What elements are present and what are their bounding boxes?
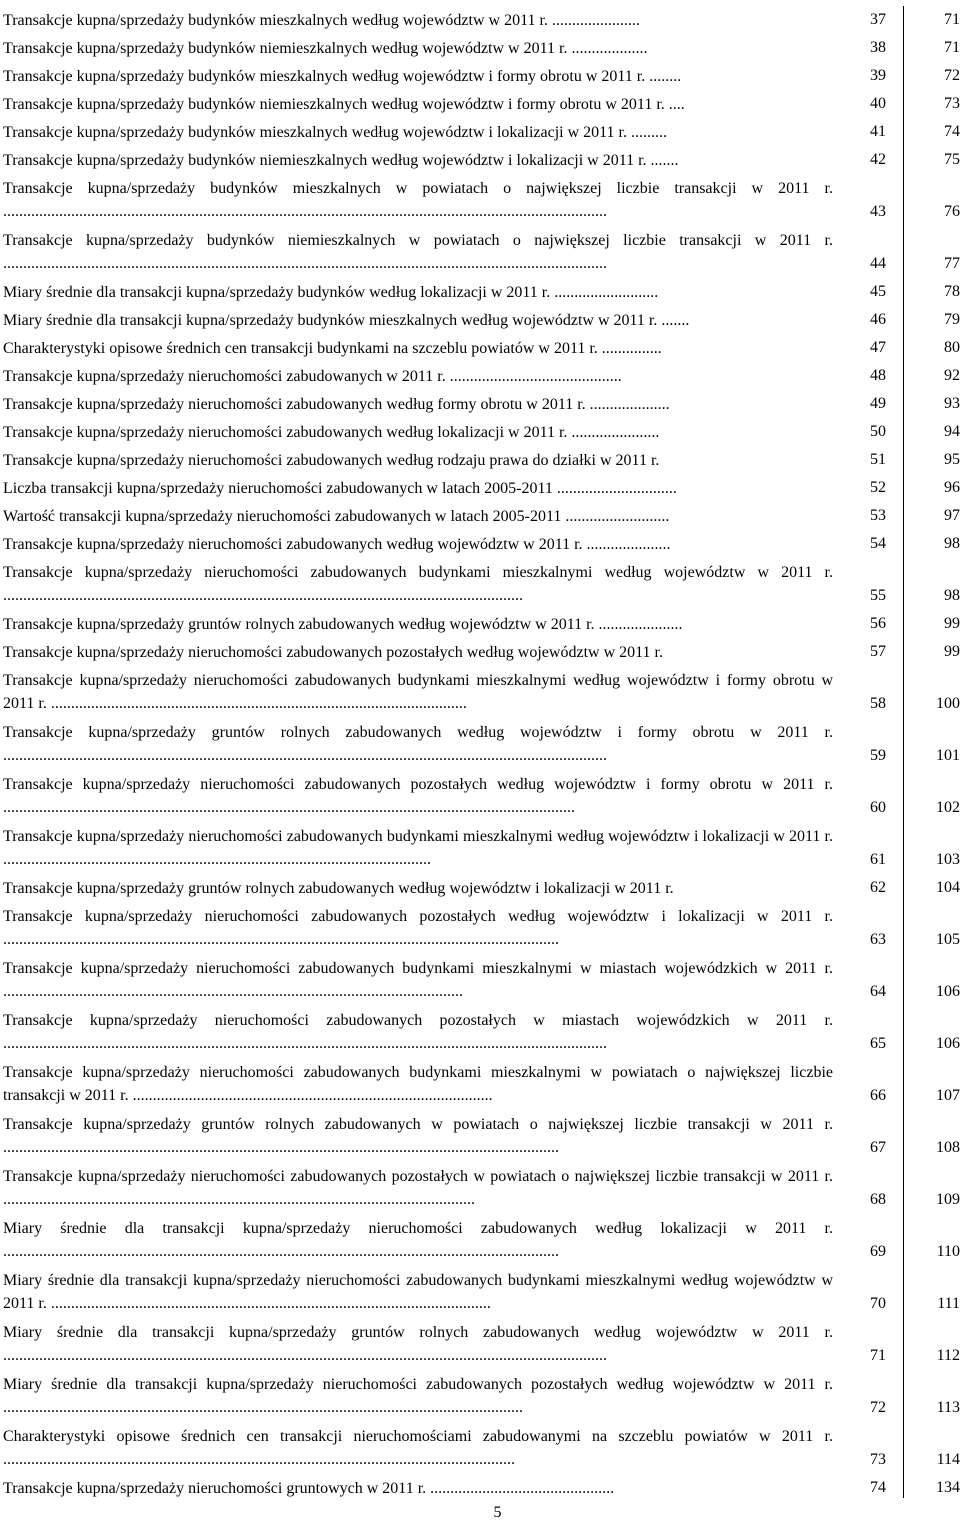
toc-entry-page-number: 71	[944, 39, 960, 56]
toc-entry-page-number: 112	[936, 1347, 960, 1364]
toc-entry-title: Transakcje kupna/sprzedaży nieruchomości zabudowanych w 2011 r. ...........................................	[3, 368, 622, 385]
toc-entry	[0, 666, 960, 718]
toc-entry-table-number: 65	[870, 1035, 886, 1052]
toc-entry-page-number: 111	[937, 1295, 960, 1312]
toc-entry-table-number: 44	[870, 255, 886, 272]
toc-entry-page-number: 77	[944, 255, 960, 272]
toc-entry-title: Transakcje kupna/sprzedaży gruntów rolnych zabudowanych według województw i lokalizacji w 2011 r.	[3, 880, 674, 897]
toc-entry-table-number: 56	[870, 615, 886, 632]
toc-entry-table-number: 72	[870, 1399, 886, 1416]
toc-entry-title: Transakcje kupna/sprzedaży nieruchomości zabudowanych według województw w 2011 r. .....................	[3, 536, 671, 553]
toc-entry-table-number: 58	[870, 695, 886, 712]
toc-entry-title: Transakcje kupna/sprzedaży nieruchomości zabudowanych budynkami mieszkalnymi według województw w 2011 r. ..................................................................................................................................	[3, 564, 833, 604]
toc-entry-page-number: 95	[944, 451, 960, 468]
toc-entry-title: Miary średnie dla transakcji kupna/sprzedaży nieruchomości zabudowanych budynkami mieszkalnymi według województw w 2011 r. ..............................................................................................................	[3, 1272, 833, 1312]
toc-entry-page-number: 96	[944, 479, 960, 496]
toc-entry	[0, 822, 960, 874]
toc-entry-table-number: 53	[870, 507, 886, 524]
toc-entry-title: Transakcje kupna/sprzedaży nieruchomości zabudowanych według formy obrotu w 2011 r. ....................	[3, 396, 670, 413]
toc-entry-table-number: 63	[870, 931, 886, 948]
toc-entry	[0, 1474, 960, 1502]
toc-entry-title: Miary średnie dla transakcji kupna/sprzedaży budynków mieszkalnych według województw w 2011 r. .......	[3, 312, 690, 329]
toc-entry-title: Liczba transakcji kupna/sprzedaży nieruchomości zabudowanych w latach 2005-2011 ..............................	[3, 480, 677, 497]
toc-entry	[0, 390, 960, 418]
toc-entry-page-number: 109	[936, 1191, 960, 1208]
toc-entry-table-number: 37	[870, 11, 886, 28]
toc-entry-table-number: 66	[870, 1087, 886, 1104]
toc-entry	[0, 954, 960, 1006]
toc-entry	[0, 610, 960, 638]
toc-entry-page-number: 80	[944, 339, 960, 356]
toc-entry-page-number: 110	[936, 1243, 960, 1260]
toc-entry-title: Transakcje kupna/sprzedaży nieruchomości zabudowanych budynkami mieszkalnymi w miastach wojewódzkich w 2011 r. ...................................................................................................................	[3, 960, 833, 1000]
table-of-contents-list	[0, 6, 960, 1502]
toc-entry	[0, 278, 960, 306]
toc-entry-page-number: 108	[936, 1139, 960, 1156]
toc-entry	[0, 530, 960, 558]
toc-entry-title: Transakcje kupna/sprzedaży gruntów rolnych zabudowanych według województw i formy obrotu w 2011 r. .......................................................................................................................................................	[3, 724, 833, 764]
toc-entry	[0, 502, 960, 530]
toc-entry-title: Transakcje kupna/sprzedaży budynków niemieszkalnych w powiatach o największej liczbie transakcji w 2011 r. .......................................................................................................................................................	[3, 232, 833, 272]
toc-entry	[0, 718, 960, 770]
toc-entry-table-number: 42	[870, 151, 886, 168]
toc-entry-title: Transakcje kupna/sprzedaży nieruchomości zabudowanych pozostałych w powiatach o największej liczbie transakcji w 2011 r. ......................................................................................................................	[3, 1168, 833, 1208]
toc-entry-title: Transakcje kupna/sprzedaży nieruchomości zabudowanych budynkami mieszkalnymi w powiatach o największej liczbie transakcji w 2011 r. ..........................................................................................	[3, 1064, 833, 1104]
toc-entry-page-number: 73	[944, 95, 960, 112]
toc-entry-title: Charakterystyki opisowe średnich cen transakcji budynkami na szczeblu powiatów w 2011 r. ...............	[3, 340, 662, 357]
toc-entry-page-number: 106	[936, 1035, 960, 1052]
toc-entry-title: Transakcje kupna/sprzedaży budynków mieszkalnych według województw w 2011 r. ......................	[3, 12, 640, 29]
toc-entry-table-number: 46	[870, 311, 886, 328]
toc-entry-page-number: 76	[944, 203, 960, 220]
toc-entry-table-number: 41	[870, 123, 886, 140]
toc-entry	[0, 874, 960, 902]
toc-entry-title: Transakcje kupna/sprzedaży nieruchomości zabudowanych pozostałych według województw i lokalizacji w 2011 r. ...........................................................................................................................................	[3, 908, 833, 948]
toc-entry-page-number: 72	[944, 67, 960, 84]
toc-entry-table-number: 54	[870, 535, 886, 552]
toc-entry	[0, 1266, 960, 1318]
toc-entry-page-number: 113	[936, 1399, 960, 1416]
toc-entry-table-number: 40	[870, 95, 886, 112]
toc-entry-table-number: 52	[870, 479, 886, 496]
toc-entry-title: Transakcje kupna/sprzedaży gruntów rolnych zabudowanych według województw w 2011 r. .....................	[3, 616, 683, 633]
toc-entry	[0, 34, 960, 62]
toc-entry-title: Transakcje kupna/sprzedaży budynków mieszkalnych według województw i lokalizacji w 2011 r. .........	[3, 124, 667, 141]
toc-entry	[0, 118, 960, 146]
toc-entry-table-number: 71	[870, 1347, 886, 1364]
toc-entry-page-number: 134	[936, 1479, 960, 1496]
toc-entry-title: Miary średnie dla transakcji kupna/sprzedaży nieruchomości zabudowanych według lokalizacji w 2011 r. ...........................................................................................................................................	[3, 1220, 833, 1260]
toc-entry-title: Transakcje kupna/sprzedaży nieruchomości zabudowanych budynkami mieszkalnymi według województw i lokalizacji w 2011 r. ...........................................................................................................	[3, 828, 833, 868]
toc-entry-title: Transakcje kupna/sprzedaży nieruchomości zabudowanych pozostałych według województw w 2011 r.	[3, 644, 663, 661]
toc-entry-table-number: 43	[870, 203, 886, 220]
toc-entry	[0, 362, 960, 390]
toc-entry-page-number: 99	[944, 615, 960, 632]
toc-entry	[0, 418, 960, 446]
toc-entry-page-number: 101	[936, 747, 960, 764]
toc-entry-table-number: 67	[870, 1139, 886, 1156]
toc-entry-title: Transakcje kupna/sprzedaży gruntów rolnych zabudowanych w powiatach o największej liczbie transakcji w 2011 r. ...........................................................................................................................................	[3, 1116, 833, 1156]
toc-entry	[0, 638, 960, 666]
toc-entry	[0, 558, 960, 610]
toc-entry-table-number: 60	[870, 799, 886, 816]
toc-entry-title: Transakcje kupna/sprzedaży nieruchomości gruntowych w 2011 r. ..............................................	[3, 1480, 615, 1497]
toc-entry-table-number: 50	[870, 423, 886, 440]
toc-entry-page-number: 94	[944, 423, 960, 440]
toc-entry-title: Transakcje kupna/sprzedaży budynków niemieszkalnych według województw i formy obrotu w 2011 r. ....	[3, 96, 685, 113]
toc-entry-table-number: 39	[870, 67, 886, 84]
toc-entry-title: Miary średnie dla transakcji kupna/sprzedaży nieruchomości zabudowanych pozostałych według województw w 2011 r. ..................................................................................................................................	[3, 1376, 833, 1416]
toc-entry-title: Miary średnie dla transakcji kupna/sprzedaży gruntów rolnych zabudowanych według województw w 2011 r. .......................................................................................................................................................	[3, 1324, 833, 1364]
toc-entry	[0, 1318, 960, 1370]
toc-entry-page-number: 98	[944, 587, 960, 604]
toc-entry	[0, 1370, 960, 1422]
toc-entry-table-number: 59	[870, 747, 886, 764]
toc-entry	[0, 226, 960, 278]
toc-entry-table-number: 55	[870, 587, 886, 604]
toc-entry	[0, 1006, 960, 1058]
toc-entry	[0, 1214, 960, 1266]
toc-entry-page-number: 78	[944, 283, 960, 300]
column-divider	[903, 6, 904, 1498]
toc-entry	[0, 446, 960, 474]
toc-entry-table-number: 69	[870, 1243, 886, 1260]
toc-entry-table-number: 48	[870, 367, 886, 384]
toc-entry	[0, 334, 960, 362]
toc-entry-table-number: 49	[870, 395, 886, 412]
toc-entry-title: Wartość transakcji kupna/sprzedaży nieruchomości zabudowanych w latach 2005-2011 ..........................	[3, 508, 670, 525]
toc-entry	[0, 474, 960, 502]
toc-entry-table-number: 74	[870, 1479, 886, 1496]
toc-entry	[0, 6, 960, 34]
toc-entry	[0, 1110, 960, 1162]
toc-entry-title: Charakterystyki opisowe średnich cen transakcji nieruchomościami zabudowanymi na szczeblu powiatów w 2011 r. ................................................................................................................................	[3, 1428, 833, 1468]
toc-entry-title: Miary średnie dla transakcji kupna/sprzedaży budynków według lokalizacji w 2011 r. ..........................	[3, 284, 659, 301]
toc-entry	[0, 1058, 960, 1110]
toc-entry-page-number: 93	[944, 395, 960, 412]
toc-entry-page-number: 105	[936, 931, 960, 948]
toc-entry-page-number: 74	[944, 123, 960, 140]
toc-entry-title: Transakcje kupna/sprzedaży budynków niemieszkalnych według województw i lokalizacji w 2011 r. .......	[3, 152, 679, 169]
toc-entry-page-number: 106	[936, 983, 960, 1000]
toc-entry-table-number: 47	[870, 339, 886, 356]
toc-entry	[0, 1162, 960, 1214]
toc-entry-table-number: 73	[870, 1451, 886, 1468]
toc-entry-title: Transakcje kupna/sprzedaży budynków niemieszkalnych według województw w 2011 r. ...................	[3, 40, 648, 57]
toc-entry-page-number: 103	[936, 851, 960, 868]
toc-entry-table-number: 64	[870, 983, 886, 1000]
toc-entry-page-number: 100	[936, 695, 960, 712]
toc-entry-table-number: 62	[870, 879, 886, 896]
toc-entry-page-number: 79	[944, 311, 960, 328]
toc-entry-table-number: 70	[870, 1295, 886, 1312]
toc-entry-title: Transakcje kupna/sprzedaży nieruchomości zabudowanych pozostałych w miastach wojewódzkich w 2011 r. .......................................................................................................................................................	[3, 1012, 833, 1052]
toc-entry-page-number: 97	[944, 507, 960, 524]
toc-entry	[0, 902, 960, 954]
toc-entry-page-number: 114	[936, 1451, 960, 1468]
toc-entry-page-number: 104	[936, 879, 960, 896]
toc-entry-page-number: 92	[944, 367, 960, 384]
toc-entry-table-number: 68	[870, 1191, 886, 1208]
toc-entry-page-number: 102	[936, 799, 960, 816]
toc-entry-table-number: 61	[870, 851, 886, 868]
toc-entry-table-number: 57	[870, 643, 886, 660]
toc-entry	[0, 1422, 960, 1474]
toc-entry-page-number: 107	[936, 1087, 960, 1104]
toc-entry-title: Transakcje kupna/sprzedaży nieruchomości zabudowanych pozostałych według województw i formy obrotu w 2011 r. ...............................................................................................................................................	[3, 776, 833, 816]
toc-entry-table-number: 38	[870, 39, 886, 56]
page-number: 5	[493, 1504, 502, 1521]
toc-entry-title: Transakcje kupna/sprzedaży nieruchomości zabudowanych budynkami mieszkalnymi według województw i formy obrotu w 2011 r. ........................................................................................................	[3, 672, 833, 712]
toc-entry	[0, 90, 960, 118]
toc-entry	[0, 62, 960, 90]
toc-entry	[0, 146, 960, 174]
toc-entry-title: Transakcje kupna/sprzedaży nieruchomości zabudowanych według lokalizacji w 2011 r. ......................	[3, 424, 660, 441]
toc-entry-title: Transakcje kupna/sprzedaży budynków mieszkalnych według województw i formy obrotu w 2011 r. ........	[3, 68, 682, 85]
toc-entry	[0, 770, 960, 822]
toc-entry-page-number: 75	[944, 151, 960, 168]
toc-entry-page-number: 99	[944, 643, 960, 660]
toc-entry-title: Transakcje kupna/sprzedaży budynków mieszkalnych w powiatach o największej liczbie transakcji w 2011 r. .......................................................................................................................................................	[3, 180, 833, 220]
toc-entry	[0, 174, 960, 226]
toc-entry-title: Transakcje kupna/sprzedaży nieruchomości zabudowanych według rodzaju prawa do działki w 2011 r.	[3, 452, 660, 469]
toc-entry-table-number: 45	[870, 283, 886, 300]
toc-entry-page-number: 98	[944, 535, 960, 552]
toc-entry-page-number: 71	[944, 11, 960, 28]
toc-entry-table-number: 51	[870, 451, 886, 468]
toc-entry	[0, 306, 960, 334]
